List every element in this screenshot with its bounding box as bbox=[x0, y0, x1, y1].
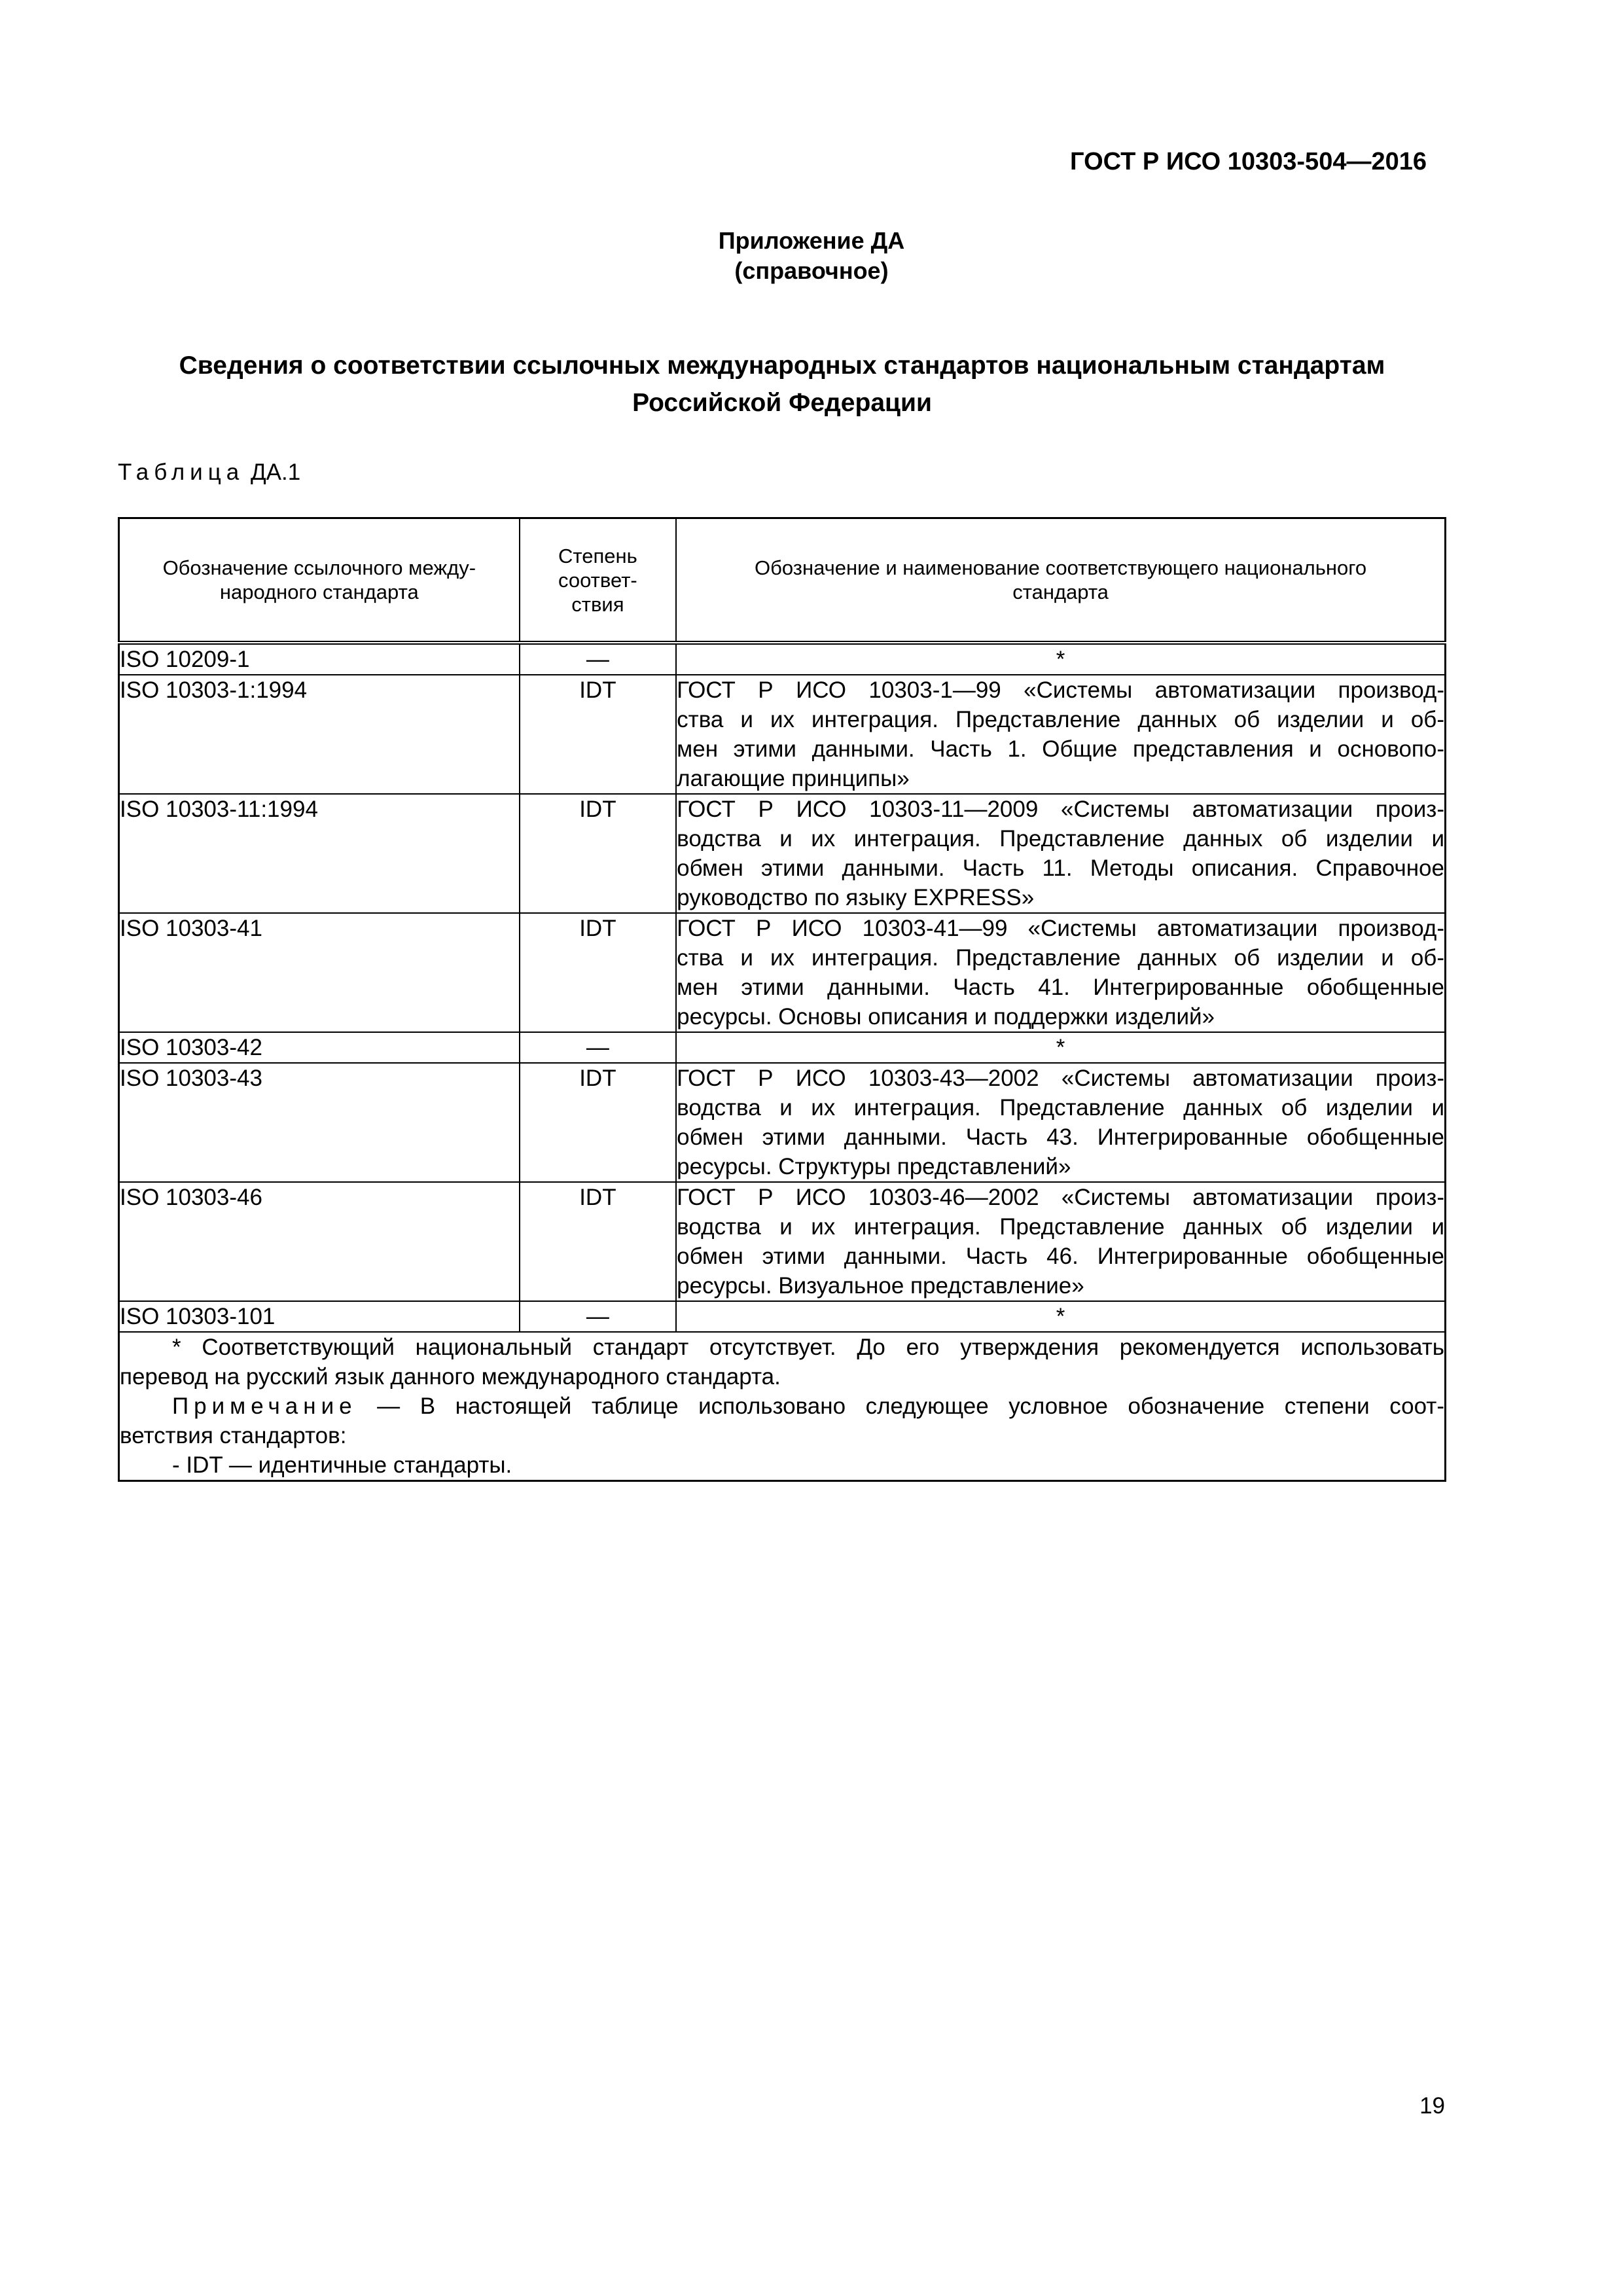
international-standard-cell: ISO 10303-101 bbox=[119, 1301, 520, 1332]
section-title bbox=[118, 347, 1446, 422]
international-standard-cell: ISO 10303-46 bbox=[119, 1182, 520, 1301]
header-international-standard bbox=[119, 518, 520, 643]
national-standard-line: лагающие принципы» bbox=[677, 766, 910, 791]
table-header-row bbox=[119, 518, 1446, 643]
footnote-star-line-2: перевод на русский язык данного международного стандарта. bbox=[120, 1364, 781, 1390]
national-standard-line: ства и их интеграция. Представление данных об изделии и об- bbox=[677, 707, 1444, 732]
national-standard-line: ГОСТ Р ИСО 10303-1—99 «Системы автоматизации производ- bbox=[677, 677, 1444, 703]
page-number: 19 bbox=[1419, 2093, 1445, 2119]
header-col2-line-3: ствия bbox=[571, 592, 624, 616]
table-row bbox=[119, 794, 1446, 913]
national-standard-cell: * bbox=[676, 1032, 1445, 1063]
national-standard-line: обмен этими данными. Часть 11. Методы описания. Справочное bbox=[677, 855, 1444, 881]
note-text-1: — В настоящей таблице использовано следующее условное обозначение степени соот- bbox=[357, 1393, 1444, 1419]
national-standard-line: руководство по языку EXPRESS» bbox=[677, 885, 1035, 910]
international-standard-cell: ISO 10209-1 bbox=[119, 643, 520, 675]
header-col1-line-1: Обозначение ссылочного между- bbox=[162, 556, 476, 579]
degree-cell: IDT bbox=[520, 913, 677, 1032]
national-standard-line: ства и их интеграция. Представление данных об изделии и об- bbox=[677, 945, 1444, 971]
national-standard-line: водства и их интеграция. Представление данных об изделии и bbox=[677, 1095, 1444, 1121]
table-caption bbox=[118, 459, 300, 486]
header-col2-line-2: соответ- bbox=[558, 568, 637, 592]
header-col2-line-1: Степень bbox=[558, 544, 637, 567]
international-standard-cell: ISO 10303-41 bbox=[119, 913, 520, 1032]
header-col3-line-2: стандарта bbox=[1012, 581, 1109, 603]
footnote-note-line-3: - IDT — идентичные стандарты. bbox=[172, 1452, 512, 1478]
national-standard-line: ГОСТ Р ИСО 10303-41—99 «Системы автоматизации производ- bbox=[677, 916, 1444, 941]
table-body bbox=[119, 643, 1446, 1332]
header-col3-line-1: Обозначение и наименование соответствующего национального bbox=[755, 556, 1367, 579]
national-standard-line: ГОСТ Р ИСО 10303-11—2009 «Системы автоматизации произ- bbox=[677, 797, 1444, 822]
national-standard-cell: * bbox=[676, 1301, 1445, 1332]
footnote-note-line-1 bbox=[120, 1391, 1444, 1421]
table-row bbox=[119, 675, 1446, 794]
national-standard-line: обмен этими данными. Часть 46. Интегрированные обобщенные bbox=[677, 1244, 1444, 1269]
degree-cell: — bbox=[520, 643, 677, 675]
degree-cell: IDT bbox=[520, 794, 677, 913]
international-standard-cell: ISO 10303-43 bbox=[119, 1063, 520, 1182]
national-standard-line: ГОСТ Р ИСО 10303-43—2002 «Системы автоматизации произ- bbox=[677, 1066, 1444, 1091]
national-standard-cell bbox=[676, 794, 1445, 913]
footnote-note-line-2: ветствия стандартов: bbox=[120, 1423, 347, 1448]
degree-cell: IDT bbox=[520, 675, 677, 794]
section-title-line-2: Российской Федерации bbox=[632, 389, 932, 417]
national-standard-cell bbox=[676, 1182, 1445, 1301]
degree-cell: IDT bbox=[520, 1063, 677, 1182]
annex-heading bbox=[0, 226, 1623, 286]
degree-cell: — bbox=[520, 1032, 677, 1063]
degree-cell: IDT bbox=[520, 1182, 677, 1301]
table-row bbox=[119, 1182, 1446, 1301]
national-standard-line: ГОСТ Р ИСО 10303-46—2002 «Системы автоматизации произ- bbox=[677, 1185, 1444, 1210]
table-caption-word: Таблица bbox=[118, 459, 245, 485]
international-standard-cell: ISO 10303-42 bbox=[119, 1032, 520, 1063]
international-standard-cell: ISO 10303-1:1994 bbox=[119, 675, 520, 794]
national-standard-line: ресурсы. Основы описания и поддержки изделий» bbox=[677, 1004, 1215, 1030]
national-standard-line: мен этими данными. Часть 1. Общие представления и основопо- bbox=[677, 736, 1444, 762]
header-national-standard bbox=[676, 518, 1445, 643]
degree-cell: — bbox=[520, 1301, 677, 1332]
national-standard-line: водства и их интеграция. Представление данных об изделии и bbox=[677, 826, 1444, 852]
note-label: Примечание bbox=[172, 1393, 357, 1419]
national-standard-cell bbox=[676, 1063, 1445, 1182]
national-standard-line: обмен этими данными. Часть 43. Интегрированные обобщенные bbox=[677, 1124, 1444, 1150]
international-standard-cell: ISO 10303-11:1994 bbox=[119, 794, 520, 913]
table-row bbox=[119, 1032, 1446, 1063]
table-row bbox=[119, 643, 1446, 675]
national-standard-cell bbox=[676, 913, 1445, 1032]
national-standard-line: водства и их интеграция. Представление данных об изделии и bbox=[677, 1214, 1444, 1240]
header-degree bbox=[520, 518, 677, 643]
national-standard-line: ресурсы. Визуальное представление» bbox=[677, 1273, 1084, 1299]
table-row bbox=[119, 1301, 1446, 1332]
footnote-star-line-1: * Соответствующий национальный стандарт отсутствует. До его утверждения рекомендуется использовать bbox=[172, 1335, 1444, 1360]
table-footnote-row bbox=[119, 1332, 1446, 1481]
annex-title: Приложение ДА bbox=[718, 227, 905, 254]
national-standard-line: ресурсы. Структуры представлений» bbox=[677, 1154, 1071, 1179]
national-standard-line: мен этими данными. Часть 41. Интегрированные обобщенные bbox=[677, 975, 1444, 1000]
header-col1-line-2: народного стандарта bbox=[219, 581, 419, 603]
table-row bbox=[119, 1063, 1446, 1182]
table-row bbox=[119, 913, 1446, 1032]
correspondence-table bbox=[118, 517, 1446, 1482]
annex-subtitle: (справочное) bbox=[734, 257, 889, 284]
national-standard-cell bbox=[676, 675, 1445, 794]
table-footnote bbox=[119, 1332, 1446, 1481]
table-caption-number: ДА.1 bbox=[250, 459, 301, 485]
national-standard-cell: * bbox=[676, 643, 1445, 675]
document-code: ГОСТ Р ИСО 10303-504—2016 bbox=[1070, 148, 1427, 175]
section-title-line-1: Сведения о соответствии ссылочных международных стандартов национальным стандартам bbox=[179, 351, 1385, 380]
